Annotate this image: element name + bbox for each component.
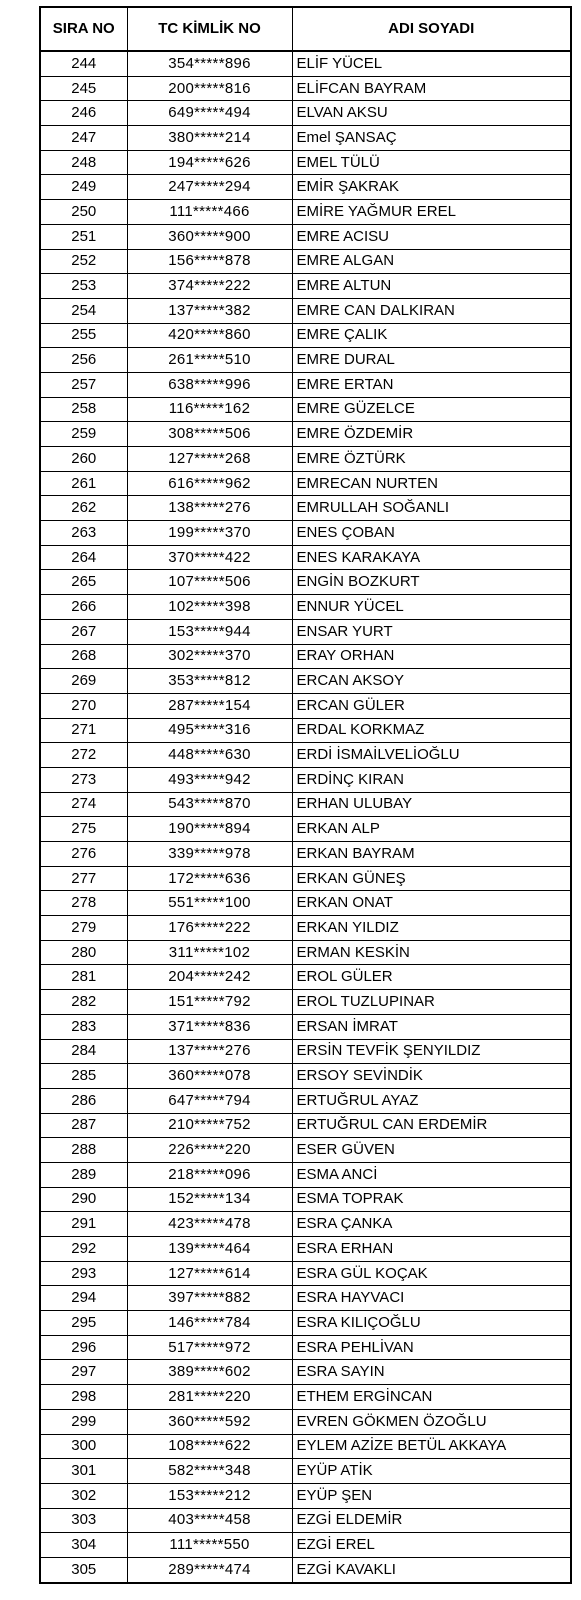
row-number: 253: [40, 274, 127, 299]
table-row: [40, 817, 571, 842]
header-row: [40, 7, 571, 51]
table-row: [40, 1557, 571, 1582]
table-row: [40, 1187, 571, 1212]
full-name: EMRE CAN DALKIRAN: [292, 298, 571, 323]
row-number: 276: [40, 842, 127, 867]
tc-kimlik-no: 495*****316: [127, 718, 292, 743]
tc-kimlik-no: 116*****162: [127, 397, 292, 422]
tc-kimlik-no: 360*****078: [127, 1064, 292, 1089]
row-number: 257: [40, 372, 127, 397]
table-row: [40, 1088, 571, 1113]
table-row: [40, 965, 571, 990]
row-number: 290: [40, 1187, 127, 1212]
row-number: 277: [40, 866, 127, 891]
tc-kimlik-no: 111*****466: [127, 200, 292, 225]
row-number: 265: [40, 570, 127, 595]
full-name: EMRE ALGAN: [292, 249, 571, 274]
tc-kimlik-no: 137*****382: [127, 298, 292, 323]
tc-kimlik-no: 287*****154: [127, 693, 292, 718]
row-number: 269: [40, 669, 127, 694]
tc-kimlik-no: 403*****458: [127, 1508, 292, 1533]
row-number: 246: [40, 101, 127, 126]
tc-kimlik-no: 289*****474: [127, 1557, 292, 1582]
tc-kimlik-no: 127*****268: [127, 447, 292, 472]
full-name: EMRE ÖZTÜRK: [292, 447, 571, 472]
tc-kimlik-no: 360*****900: [127, 224, 292, 249]
table-row: [40, 866, 571, 891]
tc-kimlik-no: 370*****422: [127, 545, 292, 570]
table-row: [40, 1311, 571, 1336]
tc-kimlik-no: 638*****996: [127, 372, 292, 397]
table-row: [40, 200, 571, 225]
full-name: ERKAN BAYRAM: [292, 842, 571, 867]
tc-kimlik-no: 137*****276: [127, 1039, 292, 1064]
tc-kimlik-no: 172*****636: [127, 866, 292, 891]
full-name: EZGİ KAVAKLI: [292, 1557, 571, 1582]
header-sira-no: SIRA NO: [40, 7, 127, 51]
tc-kimlik-no: 281*****220: [127, 1385, 292, 1410]
tc-kimlik-no: 108*****622: [127, 1434, 292, 1459]
table-row: [40, 1459, 571, 1484]
tc-kimlik-no: 649*****494: [127, 101, 292, 126]
full-name: ESER GÜVEN: [292, 1138, 571, 1163]
row-number: 281: [40, 965, 127, 990]
table-row: [40, 644, 571, 669]
tc-kimlik-no: 616*****962: [127, 471, 292, 496]
row-number: 303: [40, 1508, 127, 1533]
row-number: 256: [40, 348, 127, 373]
row-number: 251: [40, 224, 127, 249]
row-number: 279: [40, 916, 127, 941]
table-row: [40, 767, 571, 792]
table-row: [40, 51, 571, 76]
table-row: [40, 224, 571, 249]
table-row: [40, 545, 571, 570]
row-number: 300: [40, 1434, 127, 1459]
full-name: EROL TUZLUPINAR: [292, 990, 571, 1015]
table-row: [40, 1434, 571, 1459]
row-number: 252: [40, 249, 127, 274]
row-number: 262: [40, 496, 127, 521]
row-number: 258: [40, 397, 127, 422]
row-number: 261: [40, 471, 127, 496]
full-name: EMRE ÖZDEMİR: [292, 422, 571, 447]
table-row: [40, 718, 571, 743]
row-number: 301: [40, 1459, 127, 1484]
row-number: 295: [40, 1311, 127, 1336]
table-row: [40, 274, 571, 299]
full-name: EMRECAN NURTEN: [292, 471, 571, 496]
table-row: [40, 1138, 571, 1163]
table-row: [40, 496, 571, 521]
tc-kimlik-no: 420*****860: [127, 323, 292, 348]
full-name: ENNUR YÜCEL: [292, 595, 571, 620]
table-row: [40, 619, 571, 644]
table-row: [40, 1261, 571, 1286]
row-number: 299: [40, 1409, 127, 1434]
full-name: Emel ŞANSAÇ: [292, 126, 571, 151]
table-row: [40, 990, 571, 1015]
table-row: [40, 1237, 571, 1262]
full-name: EZGİ EREL: [292, 1533, 571, 1558]
table-row: [40, 126, 571, 151]
row-number: 274: [40, 792, 127, 817]
tc-kimlik-no: 226*****220: [127, 1138, 292, 1163]
full-name: ESRA ERHAN: [292, 1237, 571, 1262]
table-row: [40, 916, 571, 941]
table-row: [40, 447, 571, 472]
row-number: 304: [40, 1533, 127, 1558]
row-number: 271: [40, 718, 127, 743]
tc-kimlik-no: 389*****602: [127, 1360, 292, 1385]
row-number: 286: [40, 1088, 127, 1113]
table-row: [40, 150, 571, 175]
full-name: EYÜP ATİK: [292, 1459, 571, 1484]
tc-kimlik-no: 247*****294: [127, 175, 292, 200]
full-name: EMİRE YAĞMUR EREL: [292, 200, 571, 225]
tc-kimlik-no: 380*****214: [127, 126, 292, 151]
full-name: ERKAN ALP: [292, 817, 571, 842]
tc-kimlik-no: 582*****348: [127, 1459, 292, 1484]
full-name: ENGİN BOZKURT: [292, 570, 571, 595]
row-number: 280: [40, 940, 127, 965]
table-row: [40, 249, 571, 274]
table-row: [40, 669, 571, 694]
tc-kimlik-no: 517*****972: [127, 1335, 292, 1360]
full-name: ESMA ANCİ: [292, 1162, 571, 1187]
table-row: [40, 323, 571, 348]
tc-kimlik-no: 647*****794: [127, 1088, 292, 1113]
tc-kimlik-no: 204*****242: [127, 965, 292, 990]
row-number: 305: [40, 1557, 127, 1582]
full-name: ERTUĞRUL AYAZ: [292, 1088, 571, 1113]
table-row: [40, 101, 571, 126]
table-row: [40, 1483, 571, 1508]
full-name: ERTUĞRUL CAN ERDEMİR: [292, 1113, 571, 1138]
tc-kimlik-no: 152*****134: [127, 1187, 292, 1212]
tc-kimlik-no: 374*****222: [127, 274, 292, 299]
full-name: ERSİN TEVFİK ŞENYILDIZ: [292, 1039, 571, 1064]
table-row: [40, 940, 571, 965]
row-number: 283: [40, 1014, 127, 1039]
tc-kimlik-no: 153*****944: [127, 619, 292, 644]
tc-kimlik-no: 156*****878: [127, 249, 292, 274]
tc-kimlik-no: 102*****398: [127, 595, 292, 620]
tc-kimlik-no: 190*****894: [127, 817, 292, 842]
tc-kimlik-no: 360*****592: [127, 1409, 292, 1434]
row-number: 275: [40, 817, 127, 842]
full-name: ERAY ORHAN: [292, 644, 571, 669]
full-name: ESRA HAYVACI: [292, 1286, 571, 1311]
full-name: EMRE ACISU: [292, 224, 571, 249]
full-name: EMRE ÇALIK: [292, 323, 571, 348]
table-row: [40, 1113, 571, 1138]
row-number: 291: [40, 1212, 127, 1237]
row-number: 294: [40, 1286, 127, 1311]
table-row: [40, 348, 571, 373]
header-tc-kimlik-no: TC KİMLİK NO: [127, 7, 292, 51]
tc-kimlik-no: 194*****626: [127, 150, 292, 175]
full-name: ERKAN GÜNEŞ: [292, 866, 571, 891]
table-row: [40, 298, 571, 323]
table-row: [40, 1335, 571, 1360]
row-number: 293: [40, 1261, 127, 1286]
row-number: 259: [40, 422, 127, 447]
tc-kimlik-no: 151*****792: [127, 990, 292, 1015]
tc-kimlik-no: 261*****510: [127, 348, 292, 373]
tc-kimlik-no: 111*****550: [127, 1533, 292, 1558]
tc-kimlik-no: 218*****096: [127, 1162, 292, 1187]
row-number: 296: [40, 1335, 127, 1360]
tc-kimlik-no: 354*****896: [127, 51, 292, 76]
full-name: ESRA KILIÇOĞLU: [292, 1311, 571, 1336]
header-adi-soyadi: ADI SOYADI: [292, 7, 571, 51]
tc-kimlik-no: 210*****752: [127, 1113, 292, 1138]
row-number: 254: [40, 298, 127, 323]
table-row: [40, 1533, 571, 1558]
full-name: ESRA GÜL KOÇAK: [292, 1261, 571, 1286]
tc-kimlik-no: 200*****816: [127, 76, 292, 101]
full-name: ERHAN ULUBAY: [292, 792, 571, 817]
row-number: 248: [40, 150, 127, 175]
row-number: 273: [40, 767, 127, 792]
table-row: [40, 595, 571, 620]
tc-kimlik-no: 176*****222: [127, 916, 292, 941]
full-name: ESRA ÇANKA: [292, 1212, 571, 1237]
table-row: [40, 372, 571, 397]
row-number: 282: [40, 990, 127, 1015]
tc-kimlik-no: 311*****102: [127, 940, 292, 965]
full-name: ESMA TOPRAK: [292, 1187, 571, 1212]
row-number: 245: [40, 76, 127, 101]
tc-kimlik-no: 543*****870: [127, 792, 292, 817]
full-name: EYLEM AZİZE BETÜL AKKAYA: [292, 1434, 571, 1459]
full-name: ENSAR YURT: [292, 619, 571, 644]
full-name: EMRULLAH SOĞANLI: [292, 496, 571, 521]
full-name: ERKAN YILDIZ: [292, 916, 571, 941]
tc-kimlik-no: 302*****370: [127, 644, 292, 669]
row-number: 250: [40, 200, 127, 225]
row-number: 267: [40, 619, 127, 644]
full-name: ERSAN İMRAT: [292, 1014, 571, 1039]
row-number: 247: [40, 126, 127, 151]
tc-kimlik-no: 127*****614: [127, 1261, 292, 1286]
full-name: ERCAN AKSOY: [292, 669, 571, 694]
full-name: ERSOY SEVİNDİK: [292, 1064, 571, 1089]
table-row: [40, 1064, 571, 1089]
table-row: [40, 521, 571, 546]
table-row: [40, 1385, 571, 1410]
full-name: ERDAL KORKMAZ: [292, 718, 571, 743]
table-row: [40, 1162, 571, 1187]
row-number: 289: [40, 1162, 127, 1187]
full-name: ESRA SAYIN: [292, 1360, 571, 1385]
table-row: [40, 743, 571, 768]
full-name: ERCAN GÜLER: [292, 693, 571, 718]
row-number: 270: [40, 693, 127, 718]
tc-kimlik-no: 493*****942: [127, 767, 292, 792]
full-name: EMEL TÜLÜ: [292, 150, 571, 175]
row-number: 272: [40, 743, 127, 768]
row-number: 268: [40, 644, 127, 669]
table-body: [40, 51, 571, 1583]
tc-kimlik-no: 199*****370: [127, 521, 292, 546]
tc-kimlik-no: 353*****812: [127, 669, 292, 694]
table-row: [40, 693, 571, 718]
tc-kimlik-no: 423*****478: [127, 1212, 292, 1237]
table-row: [40, 891, 571, 916]
full-name: EMİR ŞAKRAK: [292, 175, 571, 200]
row-number: 255: [40, 323, 127, 348]
full-name: EROL GÜLER: [292, 965, 571, 990]
tc-kimlik-no: 551*****100: [127, 891, 292, 916]
row-number: 266: [40, 595, 127, 620]
full-name: ETHEM ERGİNCAN: [292, 1385, 571, 1410]
tc-kimlik-no: 107*****506: [127, 570, 292, 595]
table-row: [40, 792, 571, 817]
table-row: [40, 471, 571, 496]
full-name: EVREN GÖKMEN ÖZOĞLU: [292, 1409, 571, 1434]
row-number: 298: [40, 1385, 127, 1410]
row-number: 263: [40, 521, 127, 546]
table-row: [40, 1508, 571, 1533]
tc-kimlik-no: 339*****978: [127, 842, 292, 867]
full-name: ERMAN KESKİN: [292, 940, 571, 965]
tc-kimlik-no: 146*****784: [127, 1311, 292, 1336]
full-name: ERKAN ONAT: [292, 891, 571, 916]
table-row: [40, 76, 571, 101]
row-number: 284: [40, 1039, 127, 1064]
table-row: [40, 570, 571, 595]
full-name: ELVAN AKSU: [292, 101, 571, 126]
full-name: EMRE GÜZELCE: [292, 397, 571, 422]
tc-kimlik-no: 397*****882: [127, 1286, 292, 1311]
row-number: 297: [40, 1360, 127, 1385]
full-name: EMRE ERTAN: [292, 372, 571, 397]
tc-kimlik-no: 371*****836: [127, 1014, 292, 1039]
table-row: [40, 1360, 571, 1385]
tc-kimlik-no: 139*****464: [127, 1237, 292, 1262]
full-name: ERDİ İSMAİLVELİOĞLU: [292, 743, 571, 768]
table-row: [40, 1212, 571, 1237]
row-number: 287: [40, 1113, 127, 1138]
row-number: 264: [40, 545, 127, 570]
row-number: 285: [40, 1064, 127, 1089]
full-name: EYÜP ŞEN: [292, 1483, 571, 1508]
row-number: 278: [40, 891, 127, 916]
row-number: 249: [40, 175, 127, 200]
row-number: 292: [40, 1237, 127, 1262]
tc-kimlik-no: 138*****276: [127, 496, 292, 521]
table-row: [40, 1039, 571, 1064]
row-number: 302: [40, 1483, 127, 1508]
tc-kimlik-no: 308*****506: [127, 422, 292, 447]
full-name: ESRA PEHLİVAN: [292, 1335, 571, 1360]
table-row: [40, 175, 571, 200]
row-number: 288: [40, 1138, 127, 1163]
full-name: EMRE ALTUN: [292, 274, 571, 299]
full-name: ELİF YÜCEL: [292, 51, 571, 76]
table-row: [40, 1014, 571, 1039]
full-name: EMRE DURAL: [292, 348, 571, 373]
full-name: EZGİ ELDEMİR: [292, 1508, 571, 1533]
table-row: [40, 1286, 571, 1311]
row-number: 244: [40, 51, 127, 76]
table-row: [40, 1409, 571, 1434]
full-name: ENES ÇOBAN: [292, 521, 571, 546]
tc-kimlik-no: 153*****212: [127, 1483, 292, 1508]
table-row: [40, 422, 571, 447]
table-row: [40, 397, 571, 422]
table-row: [40, 842, 571, 867]
full-name: ERDİNÇ KIRAN: [292, 767, 571, 792]
participant-table: [39, 6, 572, 1584]
tc-kimlik-no: 448*****630: [127, 743, 292, 768]
row-number: 260: [40, 447, 127, 472]
full-name: ELİFCAN BAYRAM: [292, 76, 571, 101]
full-name: ENES KARAKAYA: [292, 545, 571, 570]
